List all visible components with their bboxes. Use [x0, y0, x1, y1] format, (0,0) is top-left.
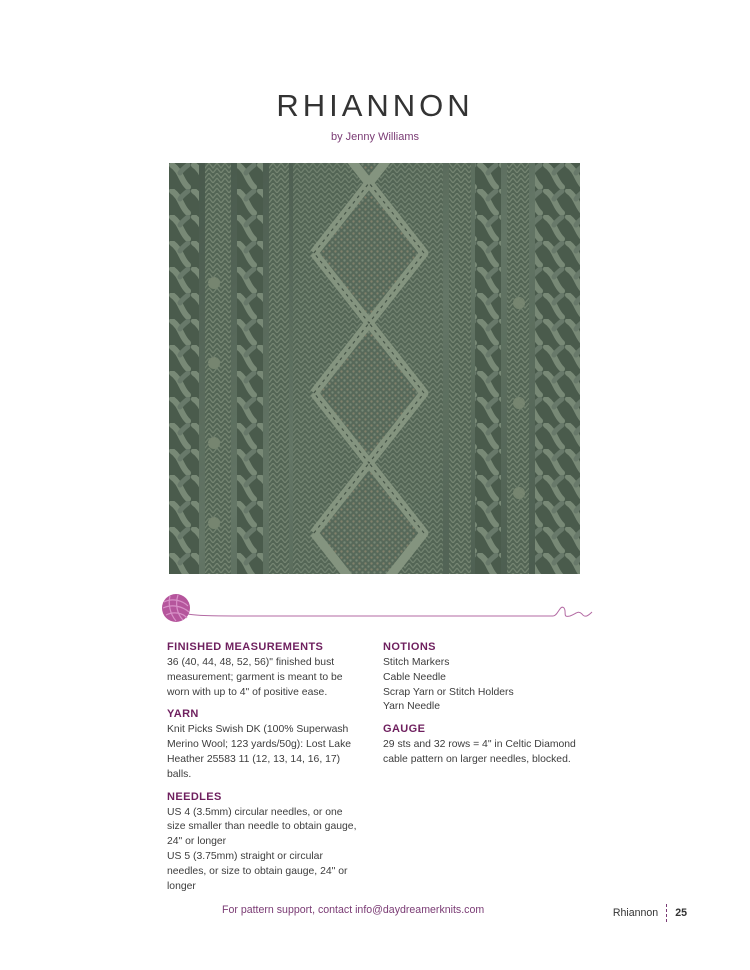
pattern-support-link[interactable]: For pattern support, contact info@daydreamerknits.com	[222, 904, 485, 916]
gauge-heading: GAUGE	[383, 723, 426, 736]
yarn-ball-icon	[162, 594, 190, 622]
left-column	[167, 640, 367, 901]
yarn-strand	[188, 607, 592, 616]
yarn-heading: YARN	[167, 708, 199, 721]
yarn-divider	[158, 590, 598, 630]
yarn-text: Knit Picks Swish DK (100% Superwash Merino Wool; 123 yards/50g): Lost Lake Heather 25583 11 (12, 13, 14, 16, 17) balls.	[167, 724, 352, 780]
cable-swatch-photo	[169, 163, 580, 574]
needles-text: US 4 (3.5mm) circular needles, or one size smaller than needle to obtain gauge, 24" or longer US 5 (3.75mm) straight or circular needles, or size to obtain gauge, 24" or longer	[167, 806, 357, 892]
page-folio	[613, 904, 687, 922]
notions-text: Stitch Markers Cable Needle Scrap Yarn or Stitch Holders Yarn Needle	[383, 657, 514, 713]
designer-byline: by Jenny Williams	[330, 131, 420, 143]
gauge-text: 29 sts and 32 rows = 4" in Celtic Diamond cable pattern on larger needles, blocked.	[383, 739, 576, 765]
finished-measurements-text: 36 (40, 44, 48, 52, 56)" finished bust measurement; garment is meant to be worn with up to 4" of positive ease.	[167, 657, 343, 698]
needles-heading: NEEDLES	[167, 790, 222, 803]
right-column	[383, 640, 583, 775]
finished-measurements-heading: FINISHED MEASUREMENTS	[167, 641, 324, 653]
page-number: 25	[675, 907, 687, 919]
folio-pattern-name: Rhiannon	[612, 907, 659, 919]
notions-heading: NOTIONS	[383, 641, 436, 653]
folio-separator	[666, 904, 667, 922]
cable-swatch-illustration	[169, 163, 580, 574]
pattern-title: RHIANNON	[276, 88, 474, 123]
